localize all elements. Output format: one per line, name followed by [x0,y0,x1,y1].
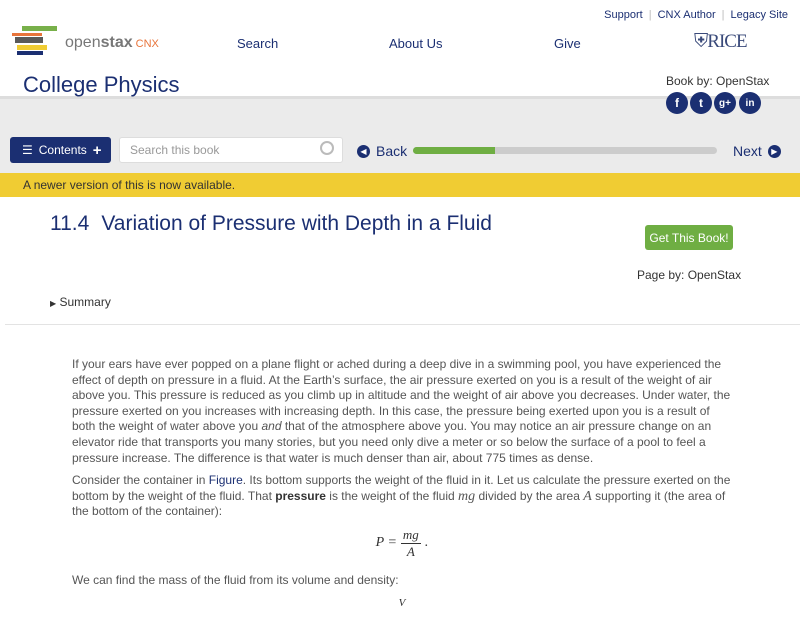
text: supporting it (the area of the bottom of the container): [72,488,726,519]
section-title: Variation of Pressure with Depth in a Fluid [101,212,492,235]
divider [5,324,800,325]
search-input[interactable]: Search this book [119,137,343,163]
page-by: Page by: OpenStax [637,268,742,282]
text: that of the atmosphere above you. You may notice an air pressure change on an elevator ride that transports you many stories, but you need only dive a meter or so below the surface of a pool to feel a pressure increase. The difference is that water is much denser than air, about 775 times as dense. [72,419,712,465]
summary-label: Summary [59,295,111,309]
notice-suffix: of this is now available. [108,178,236,192]
book-by: Book by: OpenStax [666,74,770,88]
summary-toggle[interactable] [50,295,111,309]
triangle-right-icon: ▶ [50,299,57,308]
section-number: 11.4 [50,212,90,235]
nav-search[interactable]: Search [237,36,279,51]
chevron-left-icon: ◀ [357,145,370,158]
paragraph [72,357,732,466]
rice-text: RICE [707,31,747,52]
rice-logo[interactable]: ⛨RICE [694,31,747,52]
eq-lhs: P = [375,535,397,551]
text: is the weight of the fluid [325,488,459,503]
divider: | [721,9,725,21]
next-button[interactable] [733,143,781,159]
emphasis: and [261,419,282,434]
paragraph: We can find the mass of the fluid from its volume and density: [72,573,399,588]
logo-light: open [65,34,101,51]
list-icon: ☰ [22,143,33,157]
logo-bold: stax [100,34,133,51]
equation [72,527,732,559]
fraction [401,527,421,559]
newer-version-notice [0,173,800,197]
nav-give[interactable]: Give [554,36,581,51]
text: If your ears have ever popped on a plane flight or ached during a deep dive in a swimming pool, you have experienced the effect of depth on pressure in a fluid. At the Earth’s surface, the air pressure exerted on you is a result of the weight of air above you. This pressure is reduced as you climb up in altitude and the weight of air above you decreases. Under water, the pressure exerted on you increases with increasing depth. In this case, the pressure being exerted upon you is a result of both the weight of water above you [72,357,731,434]
linkedin-icon[interactable]: in [739,92,761,114]
logo-cnx: CNX [135,38,159,50]
back-button[interactable] [357,143,407,159]
openstax-logo-text[interactable] [65,34,159,52]
contents-button[interactable] [10,137,111,163]
equation-partial: V [398,596,406,609]
book-progress-bar [413,147,717,154]
twitter-icon[interactable]: t [690,92,712,114]
eq-end: . [424,535,429,551]
plus-icon: + [92,141,102,159]
back-label: Back [376,143,408,159]
math: A [583,488,592,504]
numerator: mg [402,526,419,542]
divider: | [648,9,652,21]
search-icon[interactable] [320,141,334,155]
cnx-author-link[interactable]: CNX Author [657,9,716,21]
figure-link[interactable]: Figure [208,473,243,488]
text: Consider the container in [72,473,209,488]
page-title [50,212,492,236]
newer-version-link[interactable]: newer version [33,178,109,192]
legacy-site-link[interactable]: Legacy Site [730,9,788,21]
contents-label: Contents [38,143,87,157]
chevron-right-icon: ▶ [768,145,781,158]
page-content [72,357,732,625]
nav-about-us[interactable]: About Us [389,36,443,51]
google-plus-icon[interactable]: g+ [714,92,736,114]
term: pressure [275,488,326,503]
openstax-logo-icon[interactable] [12,26,57,56]
math: mg [458,488,476,504]
paragraph [72,473,732,520]
book-title[interactable]: College Physics [23,72,180,97]
text: divided by the area [475,488,584,503]
next-label: Next [733,143,762,159]
get-this-book-button[interactable]: Get This Book! [645,225,733,250]
text: . Its bottom supports the weight of the fluid in it. Let us calculate the pressure exerted on the bottom by the weight of the fluid. That [72,473,731,503]
progress-fill [413,147,495,154]
support-link[interactable]: Support [604,9,643,21]
notice-prefix: A [23,178,34,192]
top-links [604,9,788,21]
denominator: A [406,543,415,559]
facebook-icon[interactable]: f [666,92,688,114]
